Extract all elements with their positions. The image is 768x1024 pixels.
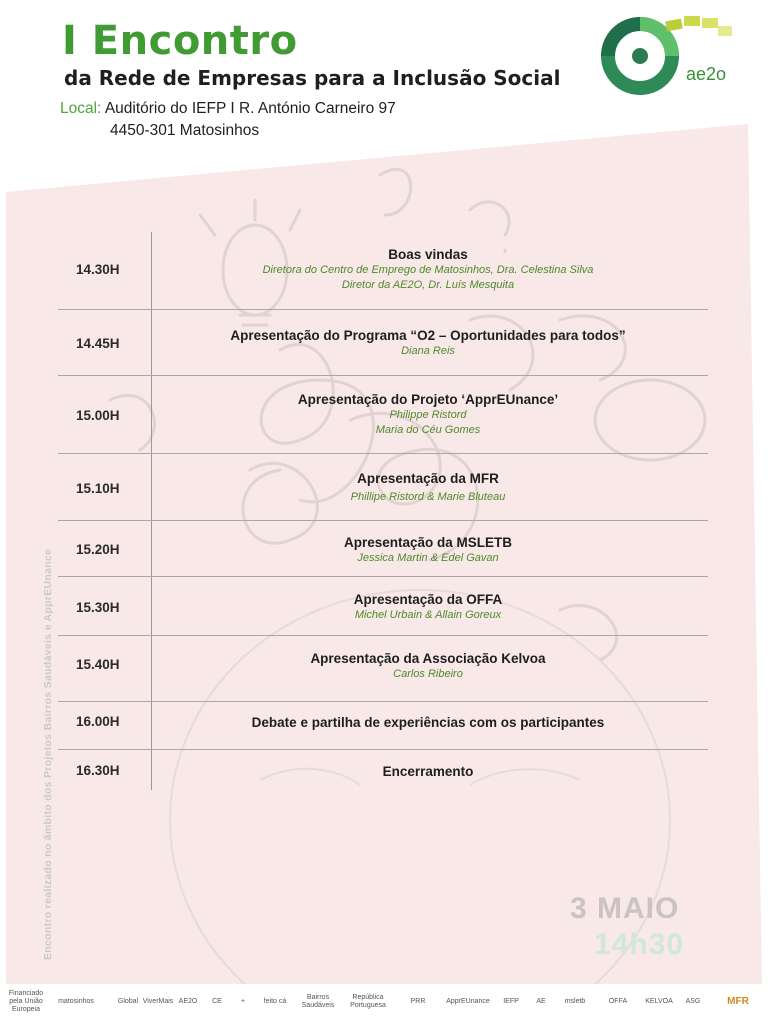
sponsor-logo: PRR	[410, 998, 426, 1005]
sponsor-logo: KELVOA	[645, 998, 673, 1005]
location-label: Local:	[60, 100, 102, 117]
sponsor-logo: CE	[212, 998, 222, 1005]
row-divider	[58, 520, 708, 521]
session-title: Apresentação da MSLETB	[343, 535, 513, 550]
schedule-time: 14.45H	[76, 336, 120, 351]
speaker: Diretora do Centro de Emprego de Matosinhos, Dra. Celestina Silva	[262, 264, 594, 276]
speaker: Jessica Martin & Edel Gavan	[357, 552, 499, 564]
sponsor-logo: OFFA	[608, 998, 628, 1005]
row-divider	[58, 701, 708, 702]
schedule-content	[178, 246, 678, 293]
speaker: Michel Urbain & Allain Goreux	[354, 609, 502, 621]
sponsor-logo: República Portuguesa	[350, 994, 386, 1009]
event-subtitle: da Rede de Empresas para a Inclusão Social	[64, 66, 561, 90]
schedule-time: 16.00H	[76, 714, 120, 729]
schedule-time: 15.10H	[76, 481, 120, 496]
sponsor-logo: ASG	[685, 998, 701, 1005]
schedule-content	[178, 534, 678, 566]
sponsor-logo: Global	[117, 998, 139, 1005]
event-title: I Encontro	[62, 18, 298, 64]
row-divider	[58, 576, 708, 577]
row-divider	[58, 453, 708, 454]
event-time: 14h30	[594, 928, 685, 961]
schedule-content	[178, 327, 678, 359]
schedule-time: 15.20H	[76, 542, 120, 557]
row-divider	[58, 635, 708, 636]
session-title: Apresentação do Projeto ‘ApprEUnance’	[297, 392, 559, 407]
sponsor-logo: IEFP	[503, 998, 519, 1005]
schedule-content	[178, 391, 678, 438]
schedule-content	[178, 470, 678, 505]
sponsor-logo: ApprEUnance	[446, 998, 490, 1005]
sponsor-logo: feito cá	[263, 998, 287, 1005]
speaker: Philippe Ristord	[389, 409, 467, 421]
schedule-content	[178, 650, 678, 682]
row-divider	[58, 309, 708, 310]
schedule-content	[178, 591, 678, 623]
sponsor-logo: msletb	[564, 998, 586, 1005]
address-line: 4450-301 Matosinhos	[110, 122, 260, 139]
row-divider	[58, 375, 708, 376]
sponsor-logo: +	[240, 998, 246, 1005]
schedule-time: 14.30H	[76, 262, 120, 277]
schedule-time: 16.30H	[76, 763, 120, 778]
schedule-time: 15.40H	[76, 657, 120, 672]
row-divider	[58, 749, 708, 750]
speaker: Carlos Ribeiro	[393, 668, 463, 680]
session-title: Encerramento	[382, 764, 474, 779]
speaker: Diretor da AE2O, Dr. Luís Mesquita	[341, 279, 515, 291]
schedule-divider-vertical	[151, 232, 152, 790]
session-title: Boas vindas	[388, 247, 468, 262]
schedule-content	[178, 763, 678, 780]
session-title: Apresentação da MFR	[357, 471, 499, 486]
schedule-time: 15.30H	[76, 600, 120, 615]
location-value: Auditório do IEFP I R. António Carneiro 97	[101, 100, 396, 117]
ae2o-logo-text: ae2o	[686, 64, 727, 84]
sponsor-logo: ViverMais	[142, 998, 174, 1005]
session-title: Apresentação da OFFA	[353, 592, 503, 607]
side-note: Encontro realizado no âmbito dos Projetos Bairros Saudáveis e ApprEUnance	[42, 548, 54, 960]
event-date: 3 MAIO	[570, 892, 680, 925]
session-title: Apresentação da Associação Kelvoa	[310, 651, 546, 666]
speaker: Diana Reis	[401, 345, 455, 357]
sponsor-logo: AE2O	[178, 998, 198, 1005]
sponsor-logo: Bairros Saudáveis	[301, 994, 335, 1009]
session-title: Debate e partilha de experiências com os participantes	[251, 715, 605, 730]
speaker: Maria do Céu Gomes	[375, 424, 481, 436]
schedule-content	[178, 714, 678, 731]
sponsor-logo: matosinhos	[58, 998, 94, 1005]
sponsor-logo: MFR	[727, 996, 749, 1007]
session-title: Apresentação do Programa “O2 – Oportunidades para todos”	[230, 328, 626, 343]
speaker: Phillipe Ristord & Marie Bluteau	[350, 491, 506, 503]
sponsor-logo: Financiado pela União Europeia	[8, 990, 44, 1013]
schedule-time: 15.00H	[76, 408, 120, 423]
sponsor-logo: AE	[536, 998, 546, 1005]
